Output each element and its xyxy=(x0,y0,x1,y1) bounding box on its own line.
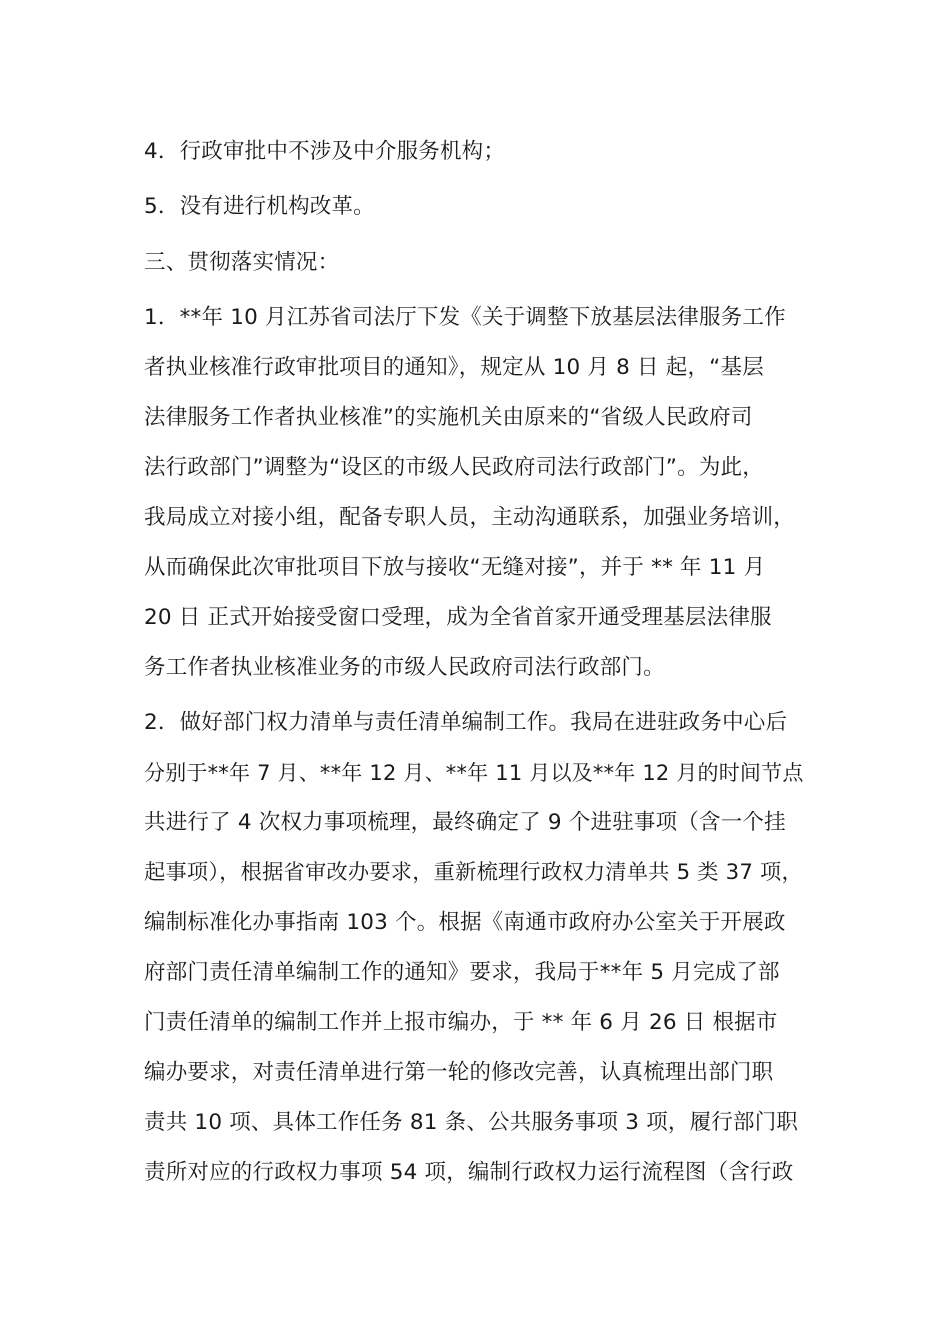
text-line: 责所对应的行政权力事项 54 项，编制行政权力运行流程图（含行政 xyxy=(144,1160,794,1185)
text-line: 共进行了 4 次权力事项梳理，最终确定了 9 个进驻事项（含一个挂 xyxy=(144,810,786,835)
text-line: 起事项），根据省审改办要求，重新梳理行政权力清单共 5 类 37 项， xyxy=(144,860,803,885)
text-line: 者执业核准行政审批项目的通知》，规定从 10 月 8 日 起，“基层 xyxy=(144,355,764,380)
text-line: 1．**年 10 月江苏省司法厅下发《关于调整下放基层法律服务工作 xyxy=(144,305,786,330)
text-line: 法行政部门”调整为“设区的市级人民政府司法行政部门”。为此， xyxy=(144,455,764,480)
text-line: 编办要求，对责任清单进行第一轮的修改完善，认真梳理出部门职 xyxy=(144,1060,774,1085)
text-line: 4．行政审批中不涉及中介服务机构； xyxy=(144,139,506,164)
text-line: 编制标准化办事指南 103 个。根据《南通市政府办公室关于开展政 xyxy=(144,910,786,935)
text-line: 府部门责任清单编制工作的通知》要求，我局于**年 5 月完成了部 xyxy=(144,960,780,985)
text-line: 责共 10 项、具体工作任务 81 条、公共服务事项 3 项，履行部门职 xyxy=(144,1110,799,1135)
text-line: 我局成立对接小组，配备专职人员，主动沟通联系，加强业务培训， xyxy=(144,505,796,530)
text-line: 从而确保此次审批项目下放与接收“无缝对接”，并于 ** 年 11 月 xyxy=(144,555,766,580)
text-line: 2．做好部门权力清单与责任清单编制工作。我局在进驻政务中心后 xyxy=(144,710,788,735)
section-heading: 三、贯彻落实情况： xyxy=(144,250,340,275)
text-line: 门责任清单的编制工作并上报市编办，于 ** 年 6 月 26 日 根据市 xyxy=(144,1010,778,1035)
text-line: 5．没有进行机构改革。 xyxy=(144,194,375,219)
text-line: 务工作者执业核准业务的市级人民政府司法行政部门。 xyxy=(144,655,665,680)
text-line: 法律服务工作者执业核准”的实施机关由原来的“省级人民政府司 xyxy=(144,405,753,430)
text-line: 20 日 正式开始接受窗口受理，成为全省首家开通受理基层法律服 xyxy=(144,605,772,630)
text-line: 分别于**年 7 月、**年 12 月、**年 11 月以及**年 12 月的时间节点 xyxy=(144,761,804,785)
